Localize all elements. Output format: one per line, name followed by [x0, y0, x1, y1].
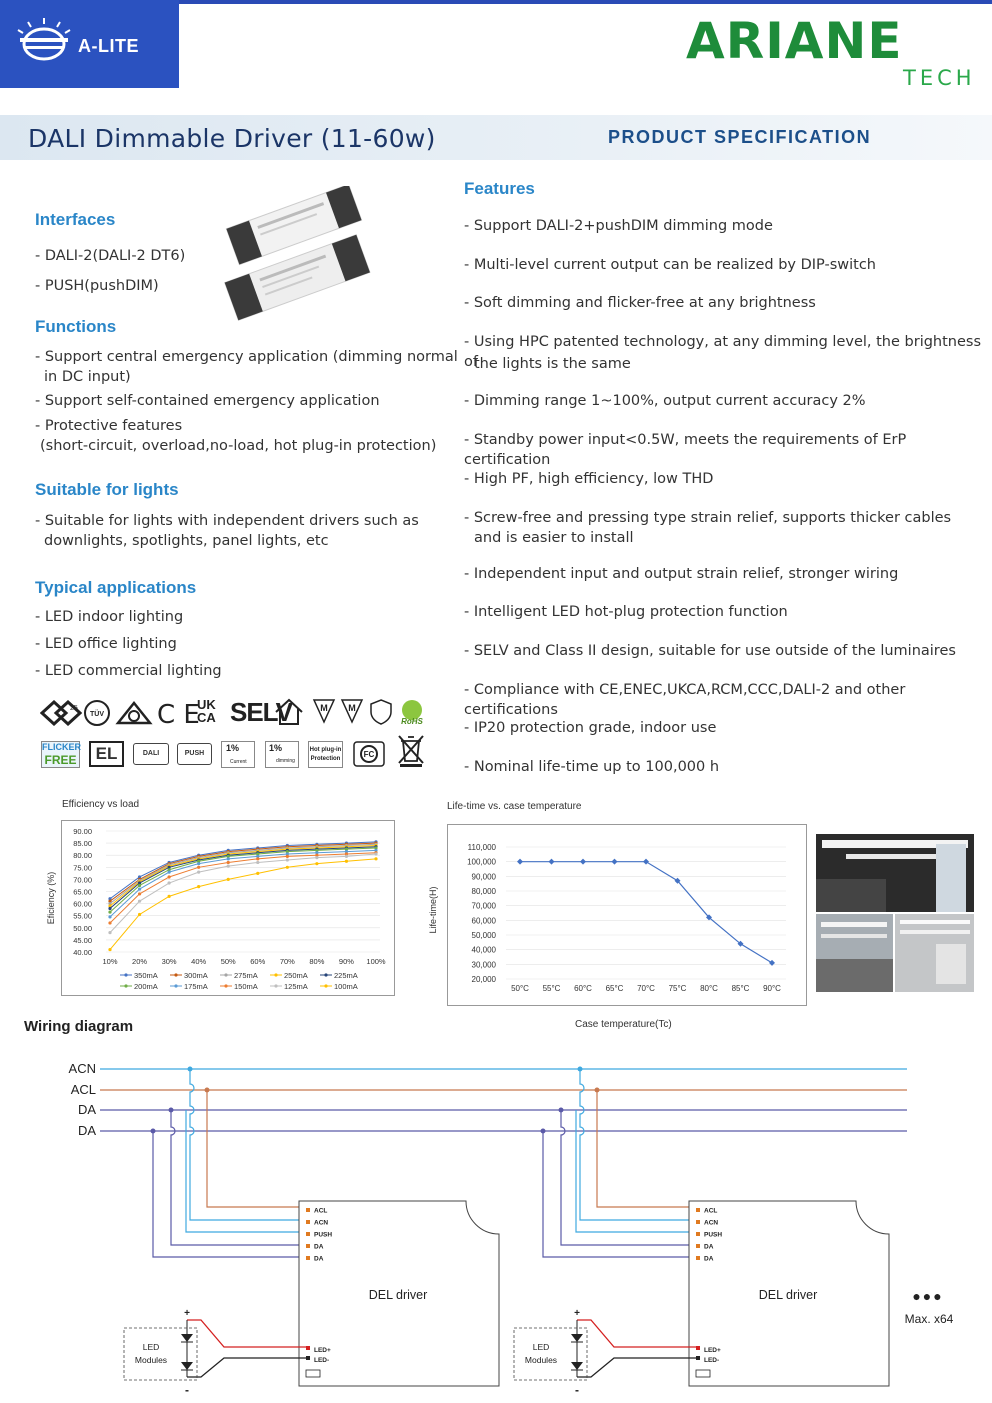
- da-wire: [561, 1110, 696, 1245]
- feature-item: - Support DALI-2+pushDIM dimming mode: [464, 218, 773, 234]
- interface-item: - PUSH(pushDIM): [35, 278, 159, 294]
- terminal-label: ACN: [314, 1219, 329, 1227]
- max-drivers-label: Max. x64: [904, 1312, 954, 1326]
- suitable-item: - Suitable for lights with independent drivers such as: [35, 513, 419, 529]
- efficiency-x-tick: 20%: [132, 957, 148, 966]
- efficiency-y-tick: 50.00: [73, 923, 92, 933]
- fcc-mark-icon: [353, 741, 385, 767]
- efficiency-point: [286, 855, 289, 858]
- efficiency-point: [138, 892, 141, 895]
- functions-heading: Functions: [35, 317, 117, 336]
- push-wire: [576, 1110, 696, 1232]
- terminal-marker: [306, 1256, 310, 1260]
- function-item: - Support self-contained emergency application: [35, 393, 380, 409]
- terminal-label: DA: [704, 1255, 714, 1263]
- efficiency-y-tick: 70.00: [73, 875, 92, 885]
- led-module-label: Modules: [134, 1355, 168, 1365]
- efficiency-point: [168, 875, 171, 878]
- efficiency-x-tick: 60%: [250, 957, 266, 966]
- bus-label-da: DA: [77, 1123, 96, 1138]
- lifetime-chart-title: Life-time vs. case temperature: [447, 801, 582, 812]
- efficiency-y-tick: 40.00: [73, 948, 92, 957]
- efficiency-point: [315, 856, 318, 859]
- feature-item: - Independent input and output strain relief, stronger wiring: [464, 566, 899, 582]
- application-item: - LED commercial lighting: [35, 663, 222, 679]
- terminal-marker: [696, 1256, 700, 1260]
- efficiency-x-tick: 80%: [309, 957, 325, 966]
- efficiency-legend-label: 250mA: [284, 971, 308, 980]
- application-item: - LED office lighting: [35, 636, 177, 652]
- lifetime-y-tick: 70,000: [471, 901, 496, 911]
- efficiency-point: [197, 866, 200, 869]
- efficiency-point: [227, 857, 230, 860]
- lifetime-y-tick: 90,000: [471, 872, 496, 882]
- efficiency-legend-label: 350mA: [134, 971, 158, 980]
- lifetime-x-tick: 90°C: [763, 984, 781, 993]
- output-label: LED-: [704, 1357, 720, 1364]
- lifetime-point: [643, 859, 649, 865]
- terminal-label: PUSH: [314, 1231, 333, 1239]
- lifetime-x-tick: 75°C: [668, 984, 687, 993]
- lifetime-x-tick: 80°C: [700, 984, 718, 993]
- efficiency-point: [108, 915, 111, 918]
- bus-label-acl: ACL: [70, 1082, 96, 1097]
- feature-item: - Soft dimming and flicker-free at any brightness: [464, 295, 816, 311]
- efficiency-legend-marker: [174, 984, 177, 987]
- function-item: in DC input): [44, 369, 131, 385]
- da-wire: [171, 1110, 306, 1245]
- efficiency-point: [374, 852, 377, 855]
- feature-item: - Screw-free and pressing type strain relief, supports thicker cables: [464, 510, 952, 526]
- efficiency-point: [256, 861, 259, 864]
- feature-item: - Intelligent LED hot-plug protection function: [464, 604, 788, 620]
- push-wire: [186, 1110, 306, 1232]
- function-item: - Protective features: [35, 418, 183, 434]
- feature-item: - Nominal life-time up to 100,000 h: [464, 759, 720, 775]
- one-percent-current-mark: 1% Current: [221, 741, 255, 768]
- efficiency-legend-marker: [324, 984, 327, 987]
- el-mark: EL: [89, 741, 124, 767]
- rohs-mark-icon: [397, 697, 427, 727]
- lifetime-x-tick: 65°C: [605, 984, 624, 993]
- terminal-marker: [696, 1208, 700, 1212]
- terminal-marker: [306, 1232, 310, 1236]
- efficiency-point: [256, 857, 259, 860]
- driver-label: DEL driver: [368, 1288, 428, 1302]
- terminal-label: ACN: [704, 1219, 719, 1227]
- efficiency-legend-label: 150mA: [234, 982, 258, 991]
- efficiency-x-tick: 40%: [191, 957, 207, 966]
- plus-sign: +: [574, 1308, 580, 1319]
- efficiency-y-tick: 85.00: [73, 839, 92, 849]
- svg-text:TÜV: TÜV: [90, 711, 104, 718]
- efficiency-point: [108, 907, 111, 910]
- lifetime-point: [612, 859, 618, 865]
- minus-sign: -: [575, 1383, 579, 1397]
- terminal-marker: [306, 1346, 310, 1350]
- efficiency-x-tick: 50%: [220, 957, 236, 966]
- lifetime-y-label: Life-time(H): [428, 886, 438, 934]
- plus-sign: +: [184, 1308, 190, 1319]
- lifetime-x-tick: 60°C: [574, 984, 592, 993]
- feature-item: - Multi-level current output can be realized by DIP-switch: [464, 257, 876, 273]
- mm-mark-icon: [340, 698, 364, 724]
- lifetime-y-tick: 40,000: [471, 945, 496, 955]
- interfaces-heading: Interfaces: [35, 210, 116, 229]
- terminal-label: DA: [314, 1243, 324, 1251]
- efficiency-y-tick: 45.00: [73, 935, 92, 945]
- svg-text:FC: FC: [363, 750, 375, 759]
- ariane-tech-sub: TECH: [903, 66, 976, 90]
- efficiency-x-tick: 70%: [279, 957, 295, 966]
- lifetime-x-tick: 55°C: [542, 984, 561, 993]
- svg-text:M: M: [320, 703, 328, 713]
- lifetime-y-tick: 80,000: [471, 887, 496, 896]
- function-item: - Support central emergency application (dimming normal: [35, 349, 458, 365]
- efficiency-x-tick: 10%: [102, 957, 118, 966]
- suitable-heading: Suitable for lights: [35, 480, 179, 499]
- terminal-marker: [306, 1356, 310, 1360]
- led-minus-wire: [577, 1358, 696, 1377]
- feature-item: - Compliance with CE,ENEC,UKCA,RCM,CCC,DALI-2 and other certifications: [464, 682, 906, 718]
- terminal-label: DA: [704, 1243, 714, 1251]
- terminal-label: ACL: [704, 1207, 718, 1215]
- led-module-label: LED: [532, 1342, 550, 1352]
- efficiency-point: [108, 910, 111, 913]
- efficiency-y-label: Eficiency (%): [46, 871, 56, 925]
- bus-label-acn: ACN: [68, 1061, 96, 1076]
- terminal-label: DA: [314, 1255, 324, 1263]
- lifetime-point: [769, 960, 775, 966]
- efficiency-point: [138, 900, 141, 903]
- svg-text:25: 25: [70, 705, 78, 712]
- output-label: LED+: [704, 1347, 721, 1354]
- efficiency-y-tick: 65.00: [73, 887, 92, 897]
- driver-label: DEL driver: [758, 1288, 818, 1302]
- da-wire: [543, 1131, 696, 1257]
- efficiency-point: [168, 871, 171, 874]
- efficiency-point: [197, 871, 200, 874]
- feature-item: the lights is the same: [474, 356, 631, 372]
- feature-item: - SELV and Class II design, suitable for use outside of the luminaires: [464, 643, 956, 659]
- feature-item: - Using HPC patented technology, at any dimming level, the brightness of: [464, 334, 982, 370]
- led-diode-icon: [571, 1334, 583, 1342]
- efficiency-legend-label: 200mA: [134, 982, 158, 991]
- efficiency-point: [138, 887, 141, 890]
- efficiency-legend-marker: [174, 973, 177, 976]
- lifetime-point: [580, 859, 586, 865]
- weee-bin-icon: [397, 733, 425, 769]
- efficiency-legend-label: 275mA: [234, 971, 258, 980]
- a-lite-emblem-icon: [14, 16, 74, 72]
- svg-text:RoHS: RoHS: [401, 717, 423, 726]
- terminal-marker: [696, 1232, 700, 1236]
- efficiency-point: [227, 861, 230, 864]
- wiring-diagram: [0, 1050, 992, 1403]
- efficiency-point: [227, 878, 230, 881]
- applications-heading: Typical applications: [35, 578, 197, 597]
- efficiency-legend-marker: [274, 984, 277, 987]
- lifetime-y-tick: 100,000: [467, 857, 496, 867]
- page-title: DALI Dimmable Driver (11-60w): [28, 124, 436, 153]
- selv-mark: SELV: [230, 697, 292, 727]
- driver-product-photo: [210, 186, 385, 326]
- more-drivers-dots: ●●●: [912, 1288, 944, 1304]
- efficiency-series-line: [110, 847, 376, 909]
- application-item: - LED indoor lighting: [35, 609, 184, 625]
- output-label: LED+: [314, 1347, 331, 1354]
- lifetime-series-line: [520, 862, 772, 963]
- efficiency-point: [374, 857, 377, 860]
- led-plus-wire: [577, 1320, 696, 1347]
- lifetime-y-tick: 110,000: [467, 843, 496, 852]
- led-diode-icon: [181, 1362, 193, 1370]
- lifetime-point: [549, 859, 555, 865]
- led-module-label: Modules: [524, 1355, 558, 1365]
- efficiency-point: [345, 860, 348, 863]
- efficiency-legend-label: 125mA: [284, 982, 308, 991]
- efficiency-legend-label: 225mA: [334, 971, 358, 980]
- terminal-label: PUSH: [704, 1231, 723, 1239]
- efficiency-x-tick: 90%: [338, 957, 354, 966]
- rcm-mark-icon: [115, 700, 153, 726]
- efficiency-legend-label: 100mA: [334, 982, 358, 991]
- wiring-heading: Wiring diagram: [24, 1018, 134, 1035]
- efficiency-point: [286, 866, 289, 869]
- efficiency-point: [168, 881, 171, 884]
- installation-photos: [816, 834, 974, 992]
- efficiency-chart-title: Efficiency vs load: [62, 799, 140, 810]
- tuv-mark-icon: [83, 699, 111, 727]
- efficiency-legend-label: 300mA: [184, 971, 208, 980]
- interface-item: - DALI-2(DALI-2 DT6): [35, 248, 186, 264]
- spec-label: PRODUCT SPECIFICATION: [608, 127, 872, 147]
- feature-item: and is easier to install: [474, 530, 634, 546]
- ukca-mark: UK CA: [197, 697, 216, 725]
- terminal-marker: [306, 1244, 310, 1248]
- efficiency-y-tick: 90.00: [73, 827, 92, 836]
- efficiency-legend-marker: [324, 973, 327, 976]
- flicker-free-mark: FLICKER FREE: [42, 742, 81, 767]
- efficiency-legend-marker: [124, 973, 127, 976]
- ce-mark: C E: [157, 700, 200, 730]
- led-module-label: LED: [142, 1342, 160, 1352]
- lifetime-y-tick: 20,000: [471, 975, 496, 984]
- efficiency-point: [227, 864, 230, 867]
- terminal-marker: [696, 1220, 700, 1224]
- led-plus-wire: [187, 1320, 306, 1347]
- efficiency-y-tick: 75.00: [73, 863, 92, 873]
- efficiency-point: [168, 895, 171, 898]
- lifetime-chart: [420, 824, 810, 1008]
- indoor-use-house-icon: [273, 697, 305, 727]
- features-heading: Features: [464, 179, 535, 198]
- led-minus-wire: [187, 1358, 306, 1377]
- efficiency-y-tick: 55.00: [73, 911, 92, 921]
- efficiency-point: [286, 858, 289, 861]
- efficiency-series-line: [110, 853, 376, 923]
- efficiency-point: [108, 931, 111, 934]
- efficiency-point: [138, 884, 141, 887]
- efficiency-point: [345, 855, 348, 858]
- efficiency-legend-marker: [224, 984, 227, 987]
- efficiency-point: [256, 872, 259, 875]
- efficiency-point: [108, 948, 111, 951]
- lifetime-y-tick: 30,000: [471, 960, 496, 970]
- feature-item: - Dimming range 1~100%, output current accuracy 2%: [464, 393, 866, 409]
- shield-mark-icon: [369, 698, 393, 726]
- efficiency-series-line: [110, 854, 376, 933]
- terminal-marker: [696, 1356, 700, 1360]
- lifetime-x-tick: 70°C: [637, 984, 655, 993]
- terminal-label: ACL: [314, 1207, 328, 1215]
- efficiency-y-tick: 60.00: [73, 899, 92, 909]
- feature-item: - High PF, high efficiency, low THD: [464, 471, 714, 487]
- lifetime-y-tick: 50,000: [471, 931, 496, 940]
- lifetime-x-tick: 50°C: [511, 984, 529, 993]
- m-mark-icon: [312, 698, 336, 724]
- ariane-brand: ARIANE: [686, 12, 903, 70]
- terminal-marker: [306, 1220, 310, 1224]
- efficiency-chart: [40, 820, 400, 1000]
- efficiency-point: [108, 921, 111, 924]
- acl-wire: [597, 1090, 696, 1207]
- efficiency-legend-marker: [274, 973, 277, 976]
- led-diode-icon: [571, 1362, 583, 1370]
- led-diode-icon: [181, 1334, 193, 1342]
- push-mark: PUSH: [177, 743, 212, 765]
- efficiency-x-tick: 100%: [366, 957, 386, 966]
- feature-item: - Standby power input<0.5W, meets the requirements of ErP certification: [464, 432, 907, 468]
- efficiency-point: [197, 862, 200, 865]
- enec-mark-icon: [40, 700, 82, 726]
- efficiency-legend-marker: [224, 973, 227, 976]
- lifetime-x-label: Case temperature(Tc): [575, 1019, 672, 1030]
- one-percent-dimming-mark: 1% dimming: [265, 741, 299, 768]
- suitable-item: downlights, spotlights, panel lights, etc: [44, 533, 329, 549]
- efficiency-legend-label: 175mA: [184, 982, 208, 991]
- a-lite-logo: [0, 0, 179, 88]
- bus-label-da: DA: [77, 1102, 96, 1117]
- output-label: LED-: [314, 1357, 330, 1364]
- svg-text:M: M: [348, 703, 356, 713]
- terminal-marker: [696, 1346, 700, 1350]
- efficiency-x-tick: 30%: [161, 957, 177, 966]
- lifetime-point: [517, 859, 523, 865]
- dali-mark: DALI: [133, 743, 169, 765]
- terminal-marker: [306, 1208, 310, 1212]
- terminal-marker: [696, 1244, 700, 1248]
- a-lite-brand-text: A-LITE: [78, 36, 139, 56]
- efficiency-legend-marker: [124, 984, 127, 987]
- lifetime-x-tick: 85°C: [731, 984, 750, 993]
- efficiency-point: [315, 862, 318, 865]
- function-item: (short-circuit, overload,no-load, hot plug-in protection): [40, 438, 437, 454]
- da-wire: [153, 1131, 306, 1257]
- feature-item: - IP20 protection grade, indoor use: [464, 720, 717, 736]
- efficiency-point: [197, 885, 200, 888]
- hot-plug-protection-mark: Hot plug-in Protection: [308, 741, 343, 768]
- efficiency-y-tick: 80.00: [73, 851, 92, 861]
- lifetime-y-tick: 60,000: [471, 916, 496, 926]
- efficiency-point: [138, 913, 141, 916]
- minus-sign: -: [185, 1383, 189, 1397]
- acl-wire: [207, 1090, 306, 1207]
